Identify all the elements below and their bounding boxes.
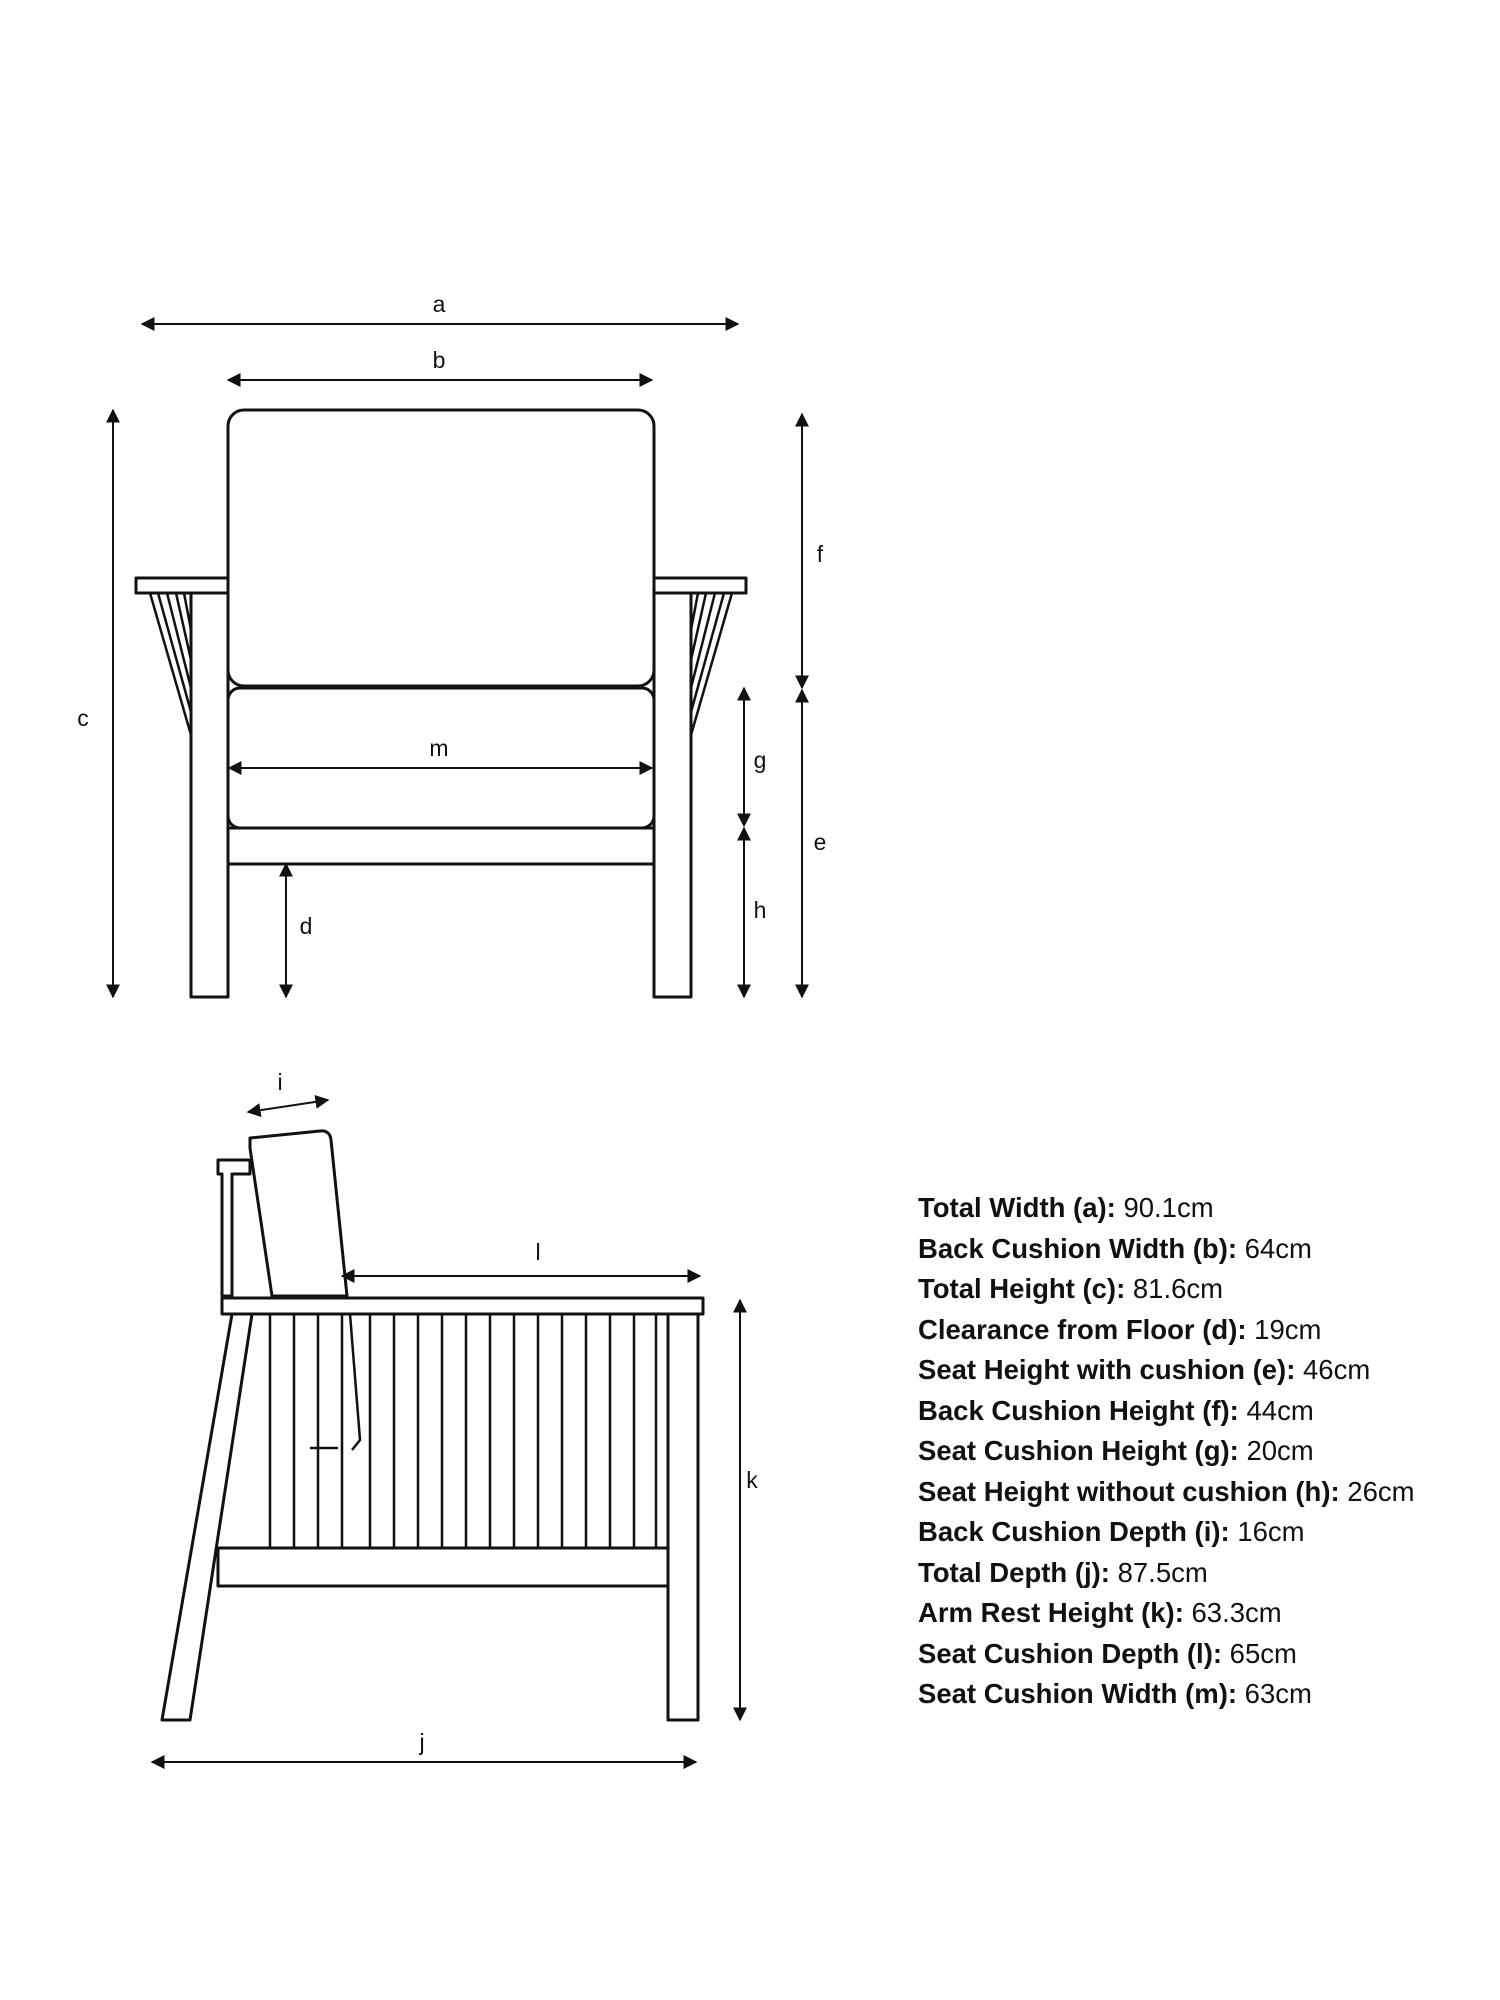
spec-item xyxy=(918,1188,1415,1229)
rear-leg-side xyxy=(162,1314,252,1720)
label-b: b xyxy=(432,347,446,373)
dimension-spec-list xyxy=(918,1188,1415,1715)
spec-item xyxy=(918,1512,1415,1553)
left-front-leg xyxy=(191,593,228,997)
seat-rail-side xyxy=(218,1548,668,1586)
side-slats xyxy=(270,1314,656,1548)
spec-value: 19cm xyxy=(1254,1313,1322,1345)
spec-item xyxy=(918,1391,1415,1432)
back-cushion xyxy=(228,410,654,686)
spec-label: Seat Cushion Height (g): xyxy=(918,1435,1239,1466)
front-seat-rail xyxy=(228,828,654,864)
spec-label: Total Width (a): xyxy=(918,1192,1116,1223)
spec-label: Total Depth (j): xyxy=(918,1556,1110,1588)
spec-item xyxy=(918,1634,1415,1675)
side-view-dimension-labels xyxy=(277,1069,758,1755)
spec-label: Seat Cushion Width (m): xyxy=(918,1678,1238,1709)
right-side-slats xyxy=(691,593,732,735)
spec-item xyxy=(918,1350,1415,1391)
spec-item xyxy=(918,1310,1415,1351)
left-side-slats xyxy=(150,593,191,735)
label-d: d xyxy=(299,913,313,939)
spec-label: Clearance from Floor (d): xyxy=(918,1313,1247,1345)
spec-value: 87.5cm xyxy=(1117,1556,1208,1588)
spec-value: 63cm xyxy=(1244,1678,1312,1709)
side-view-chair xyxy=(162,1131,703,1720)
seat-cushion-support xyxy=(350,1314,360,1450)
right-armrest xyxy=(654,578,746,593)
label-h: h xyxy=(753,897,767,923)
dimension-i-arrow xyxy=(248,1100,328,1112)
label-l: l xyxy=(535,1239,541,1265)
label-c: c xyxy=(77,705,89,731)
spec-label: Back Cushion Depth (i): xyxy=(918,1516,1230,1547)
front-leg-side xyxy=(668,1314,698,1720)
spec-label: Back Cushion Height (f): xyxy=(918,1394,1239,1426)
label-m: m xyxy=(429,735,449,761)
spec-label: Arm Rest Height (k): xyxy=(918,1597,1184,1628)
spec-value: 44cm xyxy=(1246,1394,1314,1426)
side-view-dimensions xyxy=(152,1100,740,1762)
spec-value: 20cm xyxy=(1246,1435,1314,1466)
spec-item xyxy=(918,1593,1415,1634)
spec-item xyxy=(918,1229,1415,1270)
spec-label: Back Cushion Width (b): xyxy=(918,1232,1238,1264)
spec-value: 46cm xyxy=(1303,1354,1371,1385)
label-f: f xyxy=(816,541,824,567)
label-j: j xyxy=(419,1729,425,1755)
armrest-side xyxy=(222,1298,703,1314)
spec-value: 63.3cm xyxy=(1191,1597,1282,1628)
spec-value: 65cm xyxy=(1229,1637,1297,1669)
label-e: e xyxy=(813,829,827,855)
spec-label: Total Height (c): xyxy=(918,1273,1126,1304)
spec-item xyxy=(918,1269,1415,1310)
spec-item xyxy=(918,1674,1415,1715)
label-i: i xyxy=(277,1069,283,1095)
spec-value: 16cm xyxy=(1237,1516,1305,1547)
front-view-chair xyxy=(136,410,746,997)
spec-item xyxy=(918,1472,1415,1513)
spec-item xyxy=(918,1553,1415,1594)
spec-value: 64cm xyxy=(1244,1232,1312,1264)
spec-value: 90.1cm xyxy=(1123,1192,1214,1223)
spec-label: Seat Height without cushion (h): xyxy=(918,1475,1340,1507)
spec-value: 26cm xyxy=(1347,1475,1415,1507)
label-k: k xyxy=(746,1467,758,1493)
spec-item xyxy=(918,1431,1415,1472)
label-g: g xyxy=(753,747,767,773)
spec-label: Seat Cushion Depth (l): xyxy=(918,1637,1223,1669)
back-cushion-side xyxy=(250,1131,347,1296)
left-armrest xyxy=(136,578,228,593)
back-frame-post xyxy=(218,1160,250,1296)
spec-value: 81.6cm xyxy=(1132,1273,1224,1304)
label-a: a xyxy=(432,291,446,317)
spec-label: Seat Height with cushion (e): xyxy=(918,1354,1296,1385)
right-front-leg xyxy=(654,593,691,997)
